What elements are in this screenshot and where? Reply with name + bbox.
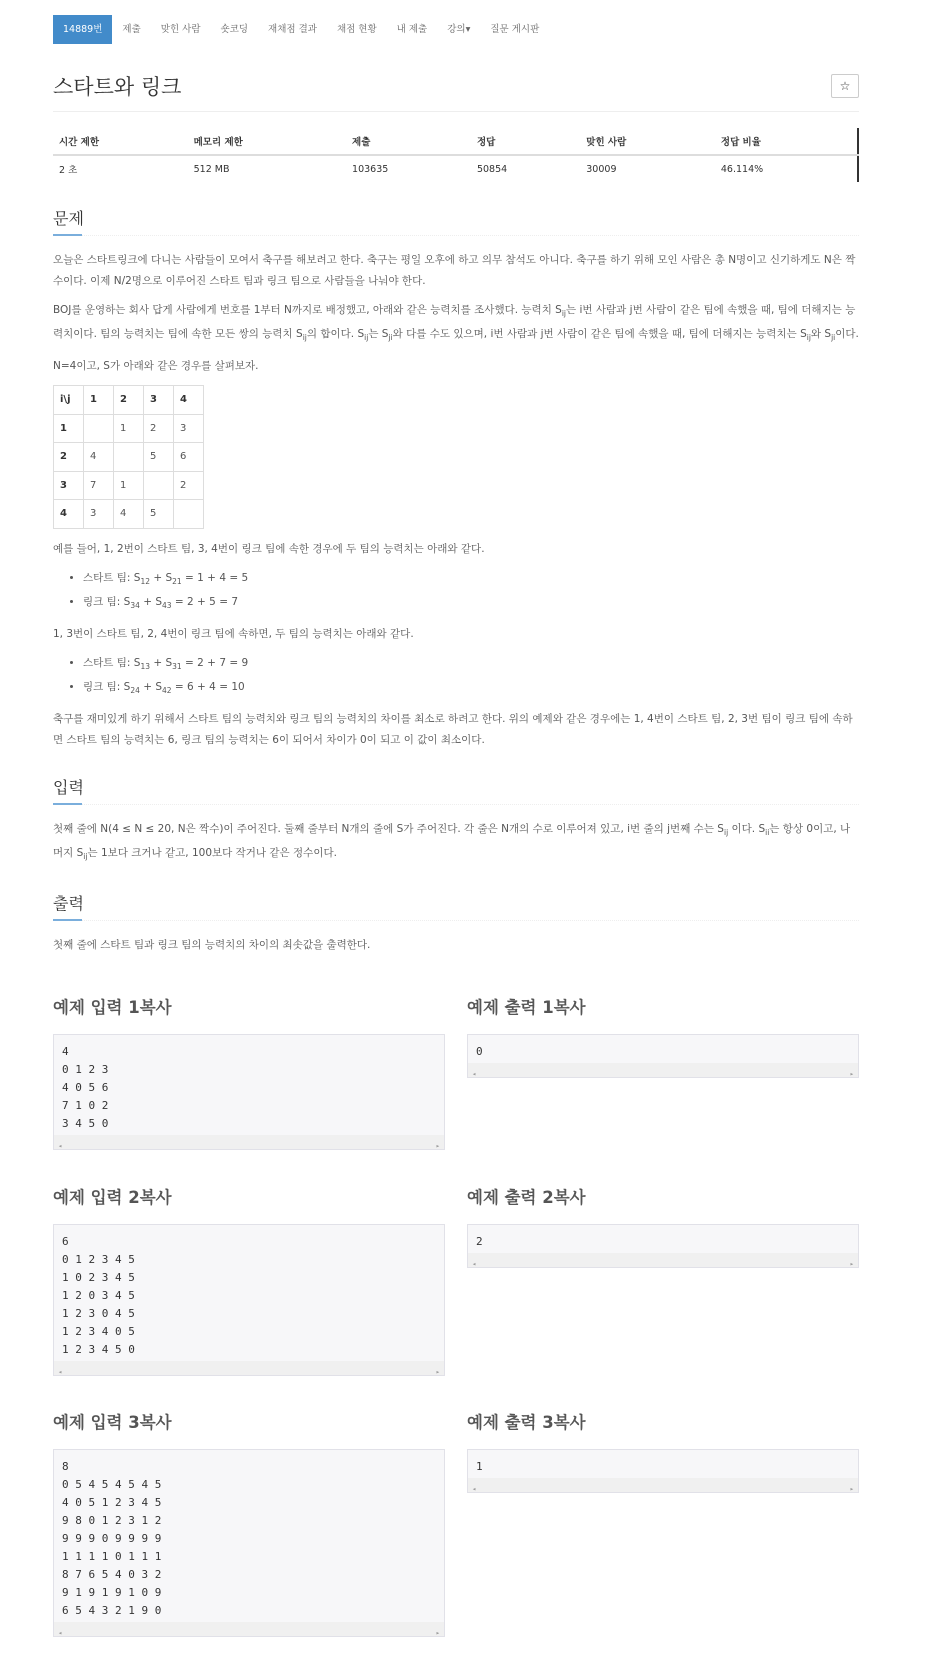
matrix-cell: 1 bbox=[84, 386, 114, 415]
input-section bbox=[53, 775, 859, 867]
sample-input-text: 4 0 1 2 3 4 0 5 6 7 1 0 2 3 4 5 0 bbox=[62, 1044, 109, 1130]
matrix-cell: 6 bbox=[174, 443, 204, 472]
subscript: ji bbox=[831, 333, 836, 343]
copy-link[interactable]: 복사 bbox=[139, 997, 172, 1017]
matrix-cell: 1 bbox=[54, 414, 84, 443]
copy-link[interactable]: 복사 bbox=[553, 997, 586, 1017]
sample-output-text: 0 bbox=[476, 1044, 483, 1058]
nav-item[interactable]: 채점 현황 bbox=[336, 24, 377, 35]
sample-output-title: 예제 출력 2 bbox=[467, 1187, 554, 1207]
list-item bbox=[83, 592, 859, 616]
sample-input-code[interactable] bbox=[53, 1224, 445, 1376]
text-segment: 는 1보다 크거나 같고, 100보다 작거나 같은 정수이다. bbox=[87, 847, 337, 860]
subscript: ij bbox=[302, 333, 307, 343]
text-segment: + S bbox=[150, 571, 173, 584]
horizontal-scrollbar[interactable] bbox=[468, 1253, 858, 1267]
samples bbox=[53, 980, 859, 1637]
sample-input-title: 예제 입력 3 bbox=[53, 1413, 140, 1433]
scroll-left-icon[interactable]: ◂ bbox=[472, 1485, 477, 1494]
input-description bbox=[53, 819, 859, 867]
matrix-cell: 2 bbox=[174, 471, 204, 500]
problem-paragraph bbox=[53, 300, 859, 348]
sample-output-code[interactable] bbox=[467, 1449, 859, 1493]
sample-input-text: 8 0 5 4 5 4 5 4 5 4 0 5 1 2 3 4 5 9 8 0 1 2 3 1 2 9 9 9 0 9 9 9 9 1 1 1 1 0 1 1 1 8 7 6 5 4 0 3 2 9 1 9 1 9 1 0 9 6 5 4 3 2 1 9 0 bbox=[62, 1460, 162, 1618]
problem-paragraph: 1, 3번이 스타트 팀, 2, 4번이 링크 팀에 속하면, 두 팀의 능력치는 아래와 같다. bbox=[53, 627, 414, 640]
subscript: 43 bbox=[162, 600, 172, 610]
input-heading: 입력 bbox=[53, 778, 84, 798]
scroll-left-icon[interactable]: ◂ bbox=[58, 1367, 63, 1376]
output-description: 첫째 줄에 스타트 팀과 링크 팀의 능력치의 차이의 최솟값을 출력한다. bbox=[53, 939, 371, 952]
sample-output-block bbox=[467, 1170, 859, 1376]
nav-item[interactable]: 숏코딩 bbox=[220, 24, 249, 35]
horizontal-scrollbar[interactable] bbox=[54, 1135, 444, 1149]
nav-item[interactable]: 재채점 결과 bbox=[268, 24, 317, 35]
matrix-cell: 5 bbox=[144, 500, 174, 529]
nav-item[interactable]: 제출 bbox=[122, 24, 141, 35]
text-segment: 이다. S bbox=[728, 823, 766, 836]
output-section bbox=[53, 891, 859, 956]
subscript: ij bbox=[83, 852, 88, 862]
matrix-cell: 1 bbox=[114, 414, 144, 443]
matrix-cell: 2 bbox=[114, 386, 144, 415]
text-segment: = 1 + 4 = 5 bbox=[181, 571, 249, 584]
star-button[interactable] bbox=[831, 74, 859, 98]
page-title: 스타트와 링크 bbox=[53, 75, 182, 99]
copy-link[interactable]: 복사 bbox=[139, 1187, 172, 1207]
scroll-right-icon[interactable]: ▸ bbox=[435, 1141, 440, 1150]
subscript: ij bbox=[364, 333, 369, 343]
horizontal-scrollbar[interactable] bbox=[468, 1063, 858, 1077]
text-segment: 이다. bbox=[835, 328, 859, 341]
subscript: 31 bbox=[172, 661, 182, 671]
text-segment: 와 S bbox=[810, 328, 832, 341]
problem-nav bbox=[53, 0, 859, 44]
stats-header: 맞힌 사람 bbox=[580, 128, 715, 155]
subscript: ii bbox=[765, 828, 770, 838]
matrix-cell: 4 bbox=[174, 386, 204, 415]
stats-header: 메모리 제한 bbox=[188, 128, 346, 155]
nav-item[interactable]: 14889번 bbox=[53, 15, 112, 44]
stats-header: 정답 비율 bbox=[715, 128, 858, 155]
sample-output-text: 2 bbox=[476, 1234, 483, 1248]
scroll-right-icon[interactable]: ▸ bbox=[435, 1367, 440, 1376]
nav-item[interactable]: 질문 게시판 bbox=[490, 24, 540, 35]
subscript: ij bbox=[806, 333, 811, 343]
subscript: 21 bbox=[172, 576, 182, 586]
problem-paragraph: N=4이고, S가 아래와 같은 경우를 살펴보자. bbox=[53, 360, 259, 373]
sample-input-code[interactable] bbox=[53, 1034, 445, 1150]
stats-value: 103635 bbox=[352, 163, 389, 175]
copy-link[interactable]: 복사 bbox=[139, 1413, 172, 1433]
text-segment: + S bbox=[139, 595, 162, 608]
subscript: ij bbox=[561, 309, 567, 319]
subscript: 34 bbox=[130, 600, 140, 610]
stats-header: 시간 제한 bbox=[53, 128, 188, 155]
matrix-cell bbox=[144, 471, 174, 500]
subscript: 12 bbox=[140, 576, 150, 586]
sample-output-title: 예제 출력 3 bbox=[467, 1413, 554, 1433]
matrix-cell: 4 bbox=[84, 443, 114, 472]
ability-matrix bbox=[53, 385, 204, 529]
stats-value: 30009 bbox=[586, 163, 617, 175]
page bbox=[53, 0, 859, 1657]
sample-output-block bbox=[467, 980, 859, 1150]
matrix-cell bbox=[114, 443, 144, 472]
list-item bbox=[83, 653, 859, 677]
nav-item[interactable]: 맞힌 사람 bbox=[160, 24, 201, 35]
matrix-cell: 4 bbox=[54, 500, 84, 529]
text-segment: + S bbox=[139, 680, 162, 693]
matrix-cell: 3 bbox=[144, 386, 174, 415]
scroll-left-icon[interactable]: ◂ bbox=[472, 1259, 477, 1268]
matrix-cell bbox=[174, 500, 204, 529]
example-list bbox=[53, 653, 859, 701]
matrix-cell: 1 bbox=[114, 471, 144, 500]
stats-header: 제출 bbox=[346, 128, 471, 155]
text-segment: 의 합이다. S bbox=[306, 328, 365, 341]
stats-value: 50854 bbox=[476, 163, 508, 175]
matrix-cell: 5 bbox=[144, 443, 174, 472]
title-row bbox=[53, 71, 859, 112]
subscript: ji bbox=[388, 333, 393, 343]
text-segment: 링크 팀: S bbox=[83, 595, 131, 608]
subscript: 42 bbox=[162, 686, 172, 696]
problem-paragraph: 축구를 재미있게 하기 위해서 스타트 팀의 능력치와 링크 팀의 능력치의 차이를 최소로 하려고 한다. 위의 예제와 같은 경우에는 1, 4번이 스타트 팀, 2, 3번 팀이 링크 팀에 속하면 스타트 팀의 능력치는 6, 링크 팀의 능력치는 6이 되어서 차이가 0이 되고 이 값이 최소이다. bbox=[53, 713, 853, 747]
sample-input-title: 예제 입력 2 bbox=[53, 1187, 140, 1207]
list-item bbox=[83, 568, 859, 592]
text-segment: = 2 + 5 = 7 bbox=[171, 595, 239, 608]
text-segment: 는 항상 0이고, 나머지 S bbox=[53, 823, 851, 860]
matrix-cell: 3 bbox=[54, 471, 84, 500]
output-heading: 출력 bbox=[53, 894, 84, 914]
matrix-cell: i\j bbox=[54, 386, 84, 415]
sample-output-text: 1 bbox=[476, 1460, 483, 1474]
scroll-left-icon[interactable]: ◂ bbox=[58, 1141, 63, 1150]
matrix-cell: 7 bbox=[84, 471, 114, 500]
text-segment: = 2 + 7 = 9 bbox=[181, 656, 249, 669]
matrix-cell: 2 bbox=[54, 443, 84, 472]
nav-item[interactable]: 내 제출 bbox=[396, 24, 428, 35]
sample-input-block bbox=[53, 980, 445, 1150]
horizontal-scrollbar[interactable] bbox=[54, 1361, 444, 1375]
problem-section bbox=[53, 206, 859, 751]
subscript: 24 bbox=[130, 686, 140, 696]
text-segment: 는 i번 사람과 j번 사람이 같은 팀에 속했을 때, 팀에 더해지는 능력치이다. 팀의 능력치는 팀에 속한 모든 쌍의 능력치 S bbox=[53, 304, 856, 341]
text-segment: 와 다를 수도 있으며, i번 사람과 j번 사람이 같은 팀에 속했을 때, 팀에 더해지는 능력치는 S bbox=[392, 328, 807, 341]
sample-input-code[interactable] bbox=[53, 1449, 445, 1637]
matrix-cell bbox=[84, 414, 114, 443]
scroll-right-icon[interactable]: ▸ bbox=[849, 1069, 854, 1078]
text-segment: BOJ를 운영하는 회사 답게 사람에게 번호를 1부터 N까지로 배정했고, 아래와 같은 능력치를 조사했다. 능력치 S bbox=[53, 304, 562, 316]
stats-table bbox=[53, 128, 859, 182]
stats-value: 46.114% bbox=[720, 163, 764, 175]
matrix-cell: 3 bbox=[174, 414, 204, 443]
sample-input-text: 6 0 1 2 3 4 5 1 0 2 3 4 5 1 2 0 3 4 5 1 2 3 0 4 5 1 2 3 4 0 5 1 2 3 4 5 0 bbox=[62, 1234, 135, 1356]
sample-output-code[interactable] bbox=[467, 1034, 859, 1078]
text-segment: 링크 팀: S bbox=[83, 680, 131, 693]
scroll-left-icon[interactable]: ◂ bbox=[58, 1629, 63, 1638]
stats-header: 정답 bbox=[471, 128, 580, 155]
sample-output-title: 예제 출력 1 bbox=[467, 997, 554, 1017]
problem-heading: 문제 bbox=[53, 209, 84, 228]
horizontal-scrollbar[interactable] bbox=[468, 1478, 858, 1492]
star-icon: ☆ bbox=[839, 79, 851, 93]
nav-item[interactable]: 강의▾ bbox=[447, 24, 471, 35]
text-segment: 첫째 줄에 N(4 ≤ N ≤ 20, N은 짝수)이 주어진다. 둘째 줄부터 N개의 줄에 S가 주어진다. 각 줄은 N개의 수로 이루어져 있고, i번 줄의 j번째 수는 S bbox=[53, 823, 724, 836]
sample-input-block bbox=[53, 1170, 445, 1376]
text-segment: = 6 + 4 = 10 bbox=[171, 680, 245, 693]
scroll-left-icon[interactable]: ◂ bbox=[472, 1069, 477, 1078]
scroll-right-icon[interactable]: ▸ bbox=[849, 1485, 854, 1494]
list-item bbox=[83, 677, 859, 701]
problem-paragraph: 예를 들어, 1, 2번이 스타트 팀, 3, 4번이 링크 팀에 속한 경우에 두 팀의 능력치는 아래와 같다. bbox=[53, 542, 485, 555]
horizontal-scrollbar[interactable] bbox=[54, 1622, 444, 1636]
matrix-cell: 3 bbox=[84, 500, 114, 529]
copy-link[interactable]: 복사 bbox=[553, 1187, 586, 1207]
text-segment: 는 S bbox=[368, 328, 389, 341]
matrix-cell: 4 bbox=[114, 500, 144, 529]
sample-input-block bbox=[53, 1396, 445, 1638]
matrix-cell: 2 bbox=[144, 414, 174, 443]
sample-output-code[interactable] bbox=[467, 1224, 859, 1268]
sample-input-title: 예제 입력 1 bbox=[53, 997, 140, 1017]
subscript: ij bbox=[723, 828, 729, 838]
text-segment: + S bbox=[150, 656, 173, 669]
text-segment: 스타트 팀: S bbox=[83, 656, 141, 669]
sample-output-block bbox=[467, 1396, 859, 1638]
copy-link[interactable]: 복사 bbox=[553, 1413, 586, 1433]
scroll-right-icon[interactable]: ▸ bbox=[849, 1259, 854, 1268]
problem-paragraph: 오늘은 스타트링크에 다니는 사람들이 모여서 축구를 해보려고 한다. 축구는 평일 오후에 하고 의무 참석도 아니다. 축구를 하기 위해 모인 사람은 총 N명이고 신기하게도 N은 짝수이다. 이제 N/2명으로 이루어진 스타트 팀과 링크 팀으로 사람들을 나눠야 한다. bbox=[53, 254, 856, 287]
subscript: 13 bbox=[140, 661, 150, 671]
stats-value: 2 초 bbox=[59, 165, 78, 176]
example-list bbox=[53, 568, 859, 616]
stats-value: 512 MB bbox=[193, 163, 230, 175]
text-segment: 스타트 팀: S bbox=[83, 571, 141, 584]
scroll-right-icon[interactable]: ▸ bbox=[435, 1629, 440, 1638]
